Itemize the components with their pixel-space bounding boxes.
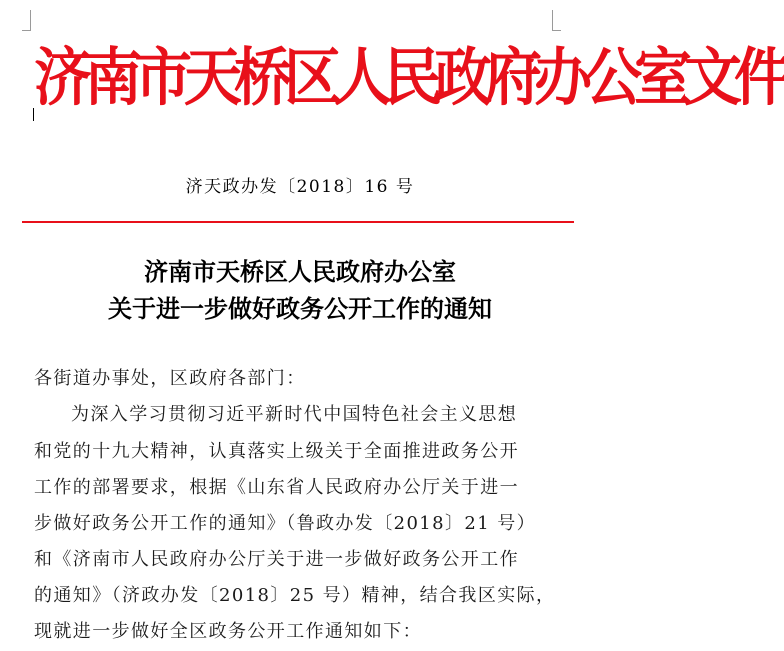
- page-corner-mark-left: [22, 10, 31, 31]
- salutation: 各街道办事处，区政府各部门：: [34, 368, 306, 389]
- document-number: 济天政办发〔2018〕16 号: [185, 177, 415, 197]
- notice-title-line-1: 济南市天桥区人民政府办公室: [144, 257, 456, 286]
- paragraph-line: 和党的十九大精神，认真落实上级关于全面推进政务公开: [34, 441, 519, 462]
- paragraph-line: 工作的部署要求，根据《山东省人民政府办公厅关于进一: [34, 477, 519, 498]
- page-corner-mark-right: [552, 10, 561, 31]
- document-masthead: 济南市天桥区人民政府办公室文件: [34, 40, 784, 114]
- paragraph-line: 和《济南市人民政府办公厅关于进一步做好政务公开工作: [34, 549, 519, 570]
- paragraph-line: 的通知》（济政办发〔2018〕25 号）精神，结合我区实际，: [34, 585, 556, 606]
- paragraph-line: 为深入学习贯彻习近平新时代中国特色社会主义思想: [71, 404, 518, 425]
- notice-title-line-2: 关于进一步做好政务公开工作的通知: [108, 294, 492, 323]
- paragraph-line: 现就进一步做好全区政务公开工作通知如下：: [34, 621, 422, 642]
- red-separator-line: [22, 221, 574, 223]
- paragraph-line: 步做好政务公开工作的通知》（鲁政办发〔2018〕21 号）: [34, 513, 537, 534]
